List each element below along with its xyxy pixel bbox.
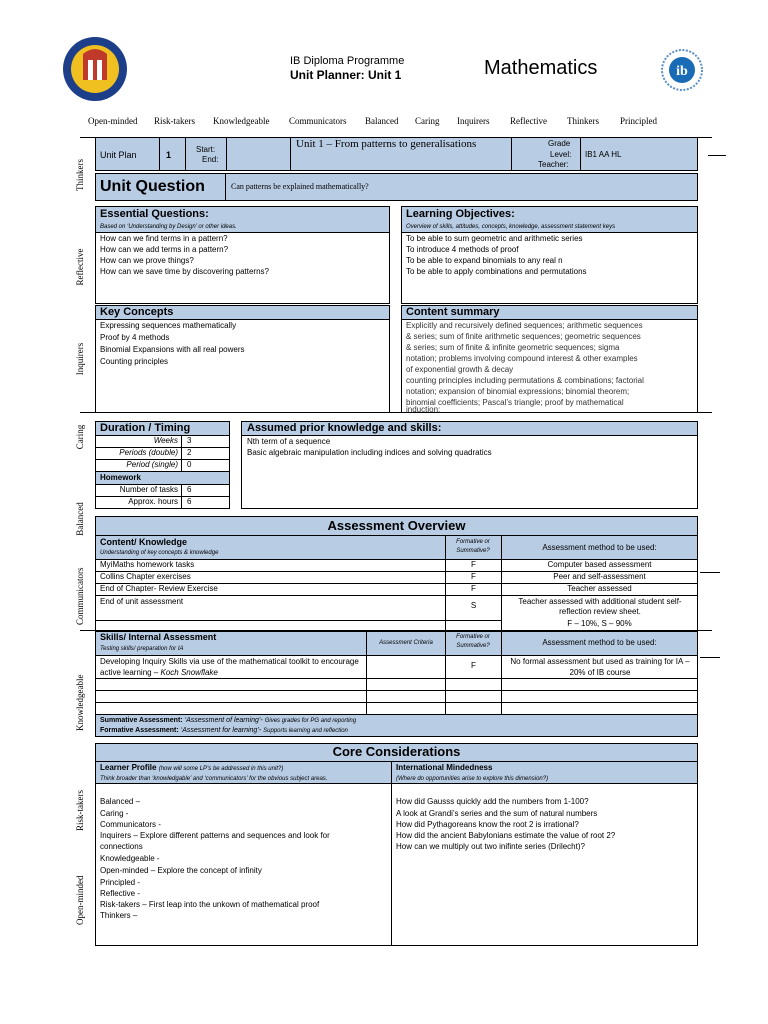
duration-period-single-label: Period (single) [126, 460, 178, 469]
side-thinkers: Thinkers [75, 159, 85, 191]
side-communicators: Communicators [75, 567, 85, 625]
profile-thinkers: Thinkers [567, 116, 599, 126]
ib-logo [660, 48, 704, 92]
skills-method: No formal assessment but used as training for IA – 20% of IB course [510, 657, 690, 677]
skills-task: Developing Inquiry Skills via use of the mathematical toolkit to encourage active learning – Koch Snowflake [100, 657, 359, 677]
homework-label: Homework [100, 473, 141, 482]
list-item: Inquirers – Explore different patterns and sequences and look for [100, 831, 330, 840]
content-knowledge-sub: Understanding of key concepts & knowledge [100, 550, 219, 556]
list-item: Basic algebraic manipulation including indices and solving quadratics [247, 448, 492, 457]
list-item: induction; [406, 405, 441, 414]
duration-periods-double-label: Periods (double) [119, 448, 178, 457]
profile-balanced: Balanced [365, 116, 399, 126]
list-item: Communicators - [100, 820, 161, 829]
unit-question-text: Can patterns be explained mathematically? [231, 182, 369, 191]
list-item: & series; sum of finite arithmetic sequences; geometric sequences [406, 332, 641, 341]
list-item: Balanced – [100, 797, 141, 806]
summative-line: Summative Assessment: ‘Assessment of learning’- Gives grades for PG and reporting [100, 717, 357, 724]
skills-sub: Testing skills/ preparation for IA [100, 646, 184, 652]
unit-plan-number: 1 [166, 150, 172, 160]
skills-fs: F [471, 661, 476, 670]
list-item: How did Gausss quickly add the numbers from 1-100? [396, 797, 589, 806]
im-sub: (Where do opportunities arise to explore this dimension?) [396, 776, 549, 782]
assessment-task: MyiMaths homework tasks [100, 560, 195, 569]
lp-title: Learner Profile (how will some LP’s be addressed in this unit?) [100, 763, 284, 772]
duration-period-single-value: 0 [187, 460, 192, 469]
list-item: notation; expansion of binomial expressions; binomial theorem; [406, 387, 630, 396]
programme-title: IB Diploma Programme [290, 55, 405, 67]
skills-title: Skills/ Internal Assessment [100, 632, 217, 642]
hw-hours-label: Approx. hours [128, 497, 178, 506]
list-item: How can we prove things? [100, 256, 194, 265]
list-item: Caring - [100, 809, 129, 818]
criteria-header: Assessment Criteria [379, 640, 433, 646]
rule [700, 572, 720, 573]
rule [708, 155, 726, 156]
list-item: Binomial Expansions with all real powers [100, 345, 245, 354]
assessment-method: Computer based assessment [547, 560, 652, 569]
list-item: How can we save time by discovering patterns? [100, 267, 269, 276]
hw-hours-value: 6 [187, 497, 192, 506]
profile-bar [86, 116, 670, 128]
assessment-method: Teacher assessed with additional student self-reflection review sheet. [518, 597, 682, 616]
core-title: Core Considerations [332, 744, 461, 759]
essential-questions-subtitle: Based on ‘Understanding by Design’ or other ideas. [100, 224, 237, 230]
profile-caring: Caring [415, 116, 440, 126]
unit-plan-label: Unit Plan [100, 150, 137, 160]
assessment-method: Peer and self-assessment [553, 572, 646, 581]
list-item: To introduce 4 methods of proof [406, 245, 519, 254]
profile-reflective: Reflective [510, 116, 547, 126]
level-label: Level: [550, 150, 572, 159]
list-item: Explicitly and recursively defined sequences; arithmetic sequences [406, 321, 643, 330]
list-item: notation; problems involving compound interest & other examples [406, 354, 638, 363]
assessment-task: Collins Chapter exercises [100, 572, 191, 581]
assessment-task: End of Chapter- Review Exercise [100, 584, 218, 593]
list-item: To be able to expand binomials to any real n [406, 256, 563, 265]
list-item: How can we add terms in a pattern? [100, 245, 229, 254]
list-item: To be able to sum geometric and arithmetic series [406, 234, 583, 243]
end-label: End: [202, 155, 219, 164]
level-value: IB1 AA HL [585, 150, 622, 159]
list-item: How did the ancient Babylonians estimate the value of root 2? [396, 831, 616, 840]
assessment-fs: F [471, 572, 476, 581]
list-item: Knowledgeable - [100, 854, 160, 863]
profile-principled: Principled [620, 116, 657, 126]
side-balanced: Balanced [75, 502, 85, 536]
svg-text:ib: ib [676, 64, 688, 79]
list-item: Risk-takers – First leap into the unkown of mathematical proof [100, 900, 320, 909]
side-reflective: Reflective [75, 248, 85, 286]
method-header: Assessment method to be used: [542, 543, 657, 552]
assessment-fs: S [470, 601, 477, 610]
duration-periods-double-value: 2 [187, 448, 192, 457]
content-summary-title: Content summary [406, 306, 500, 318]
side-inquirers: Inquirers [75, 342, 85, 376]
unit-question-label: Unit Question [100, 178, 205, 195]
duration-weeks-label: Weeks [153, 436, 178, 445]
assessment-fs: F [471, 560, 476, 569]
assessment-title: Assessment Overview [327, 518, 466, 533]
rule [700, 657, 720, 658]
start-label: Start: [196, 145, 216, 154]
learning-objectives-subtitle: Overview of skills, attitudes, concepts, knowledge, assessment statement keys [406, 224, 616, 230]
list-item: Thinkers – [100, 911, 138, 920]
profile-communicators: Communicators [289, 116, 347, 126]
side-risk-takers: Risk-takers [75, 790, 85, 831]
profile-inquirers: Inquirers [457, 116, 490, 126]
list-item: counting principles including permutations & combinations; factorial [406, 376, 644, 385]
side-knowledgeable: Knowledgeable [75, 674, 85, 731]
list-item: connections [100, 842, 143, 851]
list-item: A look at Grandi’s series and the sum of natural numbers [396, 809, 598, 818]
fs-header: Formative or Summative? [456, 539, 490, 554]
assessment-weighting: F – 10%, S – 90% [567, 619, 632, 628]
duration-weeks-value: 3 [187, 436, 192, 445]
list-item: Counting principles [100, 357, 169, 366]
lp-sub: Think broader than ‘knowledgable’ and ‘communicators’ for the obvious subject areas. [100, 776, 328, 782]
assessment-fs: F [471, 584, 476, 593]
assessment-task: End of unit assessment [100, 597, 184, 606]
content-knowledge-title: Content/ Knowledge [100, 537, 187, 547]
im-title: International Mindedness [396, 763, 493, 772]
side-caring: Caring [75, 424, 85, 450]
teacher-label: Teacher: [538, 160, 569, 169]
grade-label: Grade [548, 139, 571, 148]
list-item: binomial coefficients; Pascal’s triangle; proof by mathematical [406, 398, 624, 407]
hw-tasks-value: 6 [187, 485, 192, 494]
list-item: To be able to apply combinations and permutations [406, 267, 587, 276]
key-concepts-title: Key Concepts [100, 306, 174, 318]
unit-title: Unit 1 – From patterns to generalisations [296, 138, 477, 150]
list-item: Reflective - [100, 889, 141, 898]
list-item: Open-minded – Explore the concept of infinity [100, 866, 262, 875]
duration-title: Duration / Timing [100, 422, 191, 434]
skills-fs-header: Formative or Summative? [456, 634, 490, 649]
hw-tasks-label: Number of tasks [119, 485, 178, 494]
prior-knowledge-title: Assumed prior knowledge and skills: [247, 422, 442, 434]
subject-title: Mathematics [484, 57, 598, 79]
list-item: How did Pythagoreans know the root 2 is irrational? [396, 820, 579, 829]
school-logo [62, 36, 128, 102]
list-item: & series; sum of finite & infinite geometric sequences; sigma [406, 343, 620, 352]
list-item: Proof by 4 methods [100, 333, 170, 342]
list-item: How can we find terms in a pattern? [100, 234, 228, 243]
learning-objectives-title: Learning Objectives: [406, 208, 515, 220]
list-item: Principled - [100, 878, 141, 887]
formative-line: Formative Assessment: ‘Assessment for learning’- Supports learning and reflection [100, 727, 348, 734]
skills-method-header: Assessment method to be used: [542, 638, 657, 647]
list-item: of exponential growth & decay [406, 365, 514, 374]
unit-planner-title: Unit Planner: Unit 1 [290, 68, 402, 82]
list-item: Nth term of a sequence [247, 437, 331, 446]
essential-questions-title: Essential Questions: [100, 208, 209, 220]
assessment-method: Teacher assessed [567, 584, 632, 593]
profile-open-minded: Open-minded [88, 116, 138, 126]
list-item: How can we multiply out two inifinte series (Drilecht)? [396, 842, 585, 851]
side-open-minded: Open-minded [75, 875, 85, 925]
profile-knowledgeable: Knowledgeable [213, 116, 270, 126]
list-item: Expressing sequences mathematically [100, 321, 237, 330]
profile-risk-takers: Risk-takers [154, 116, 195, 126]
